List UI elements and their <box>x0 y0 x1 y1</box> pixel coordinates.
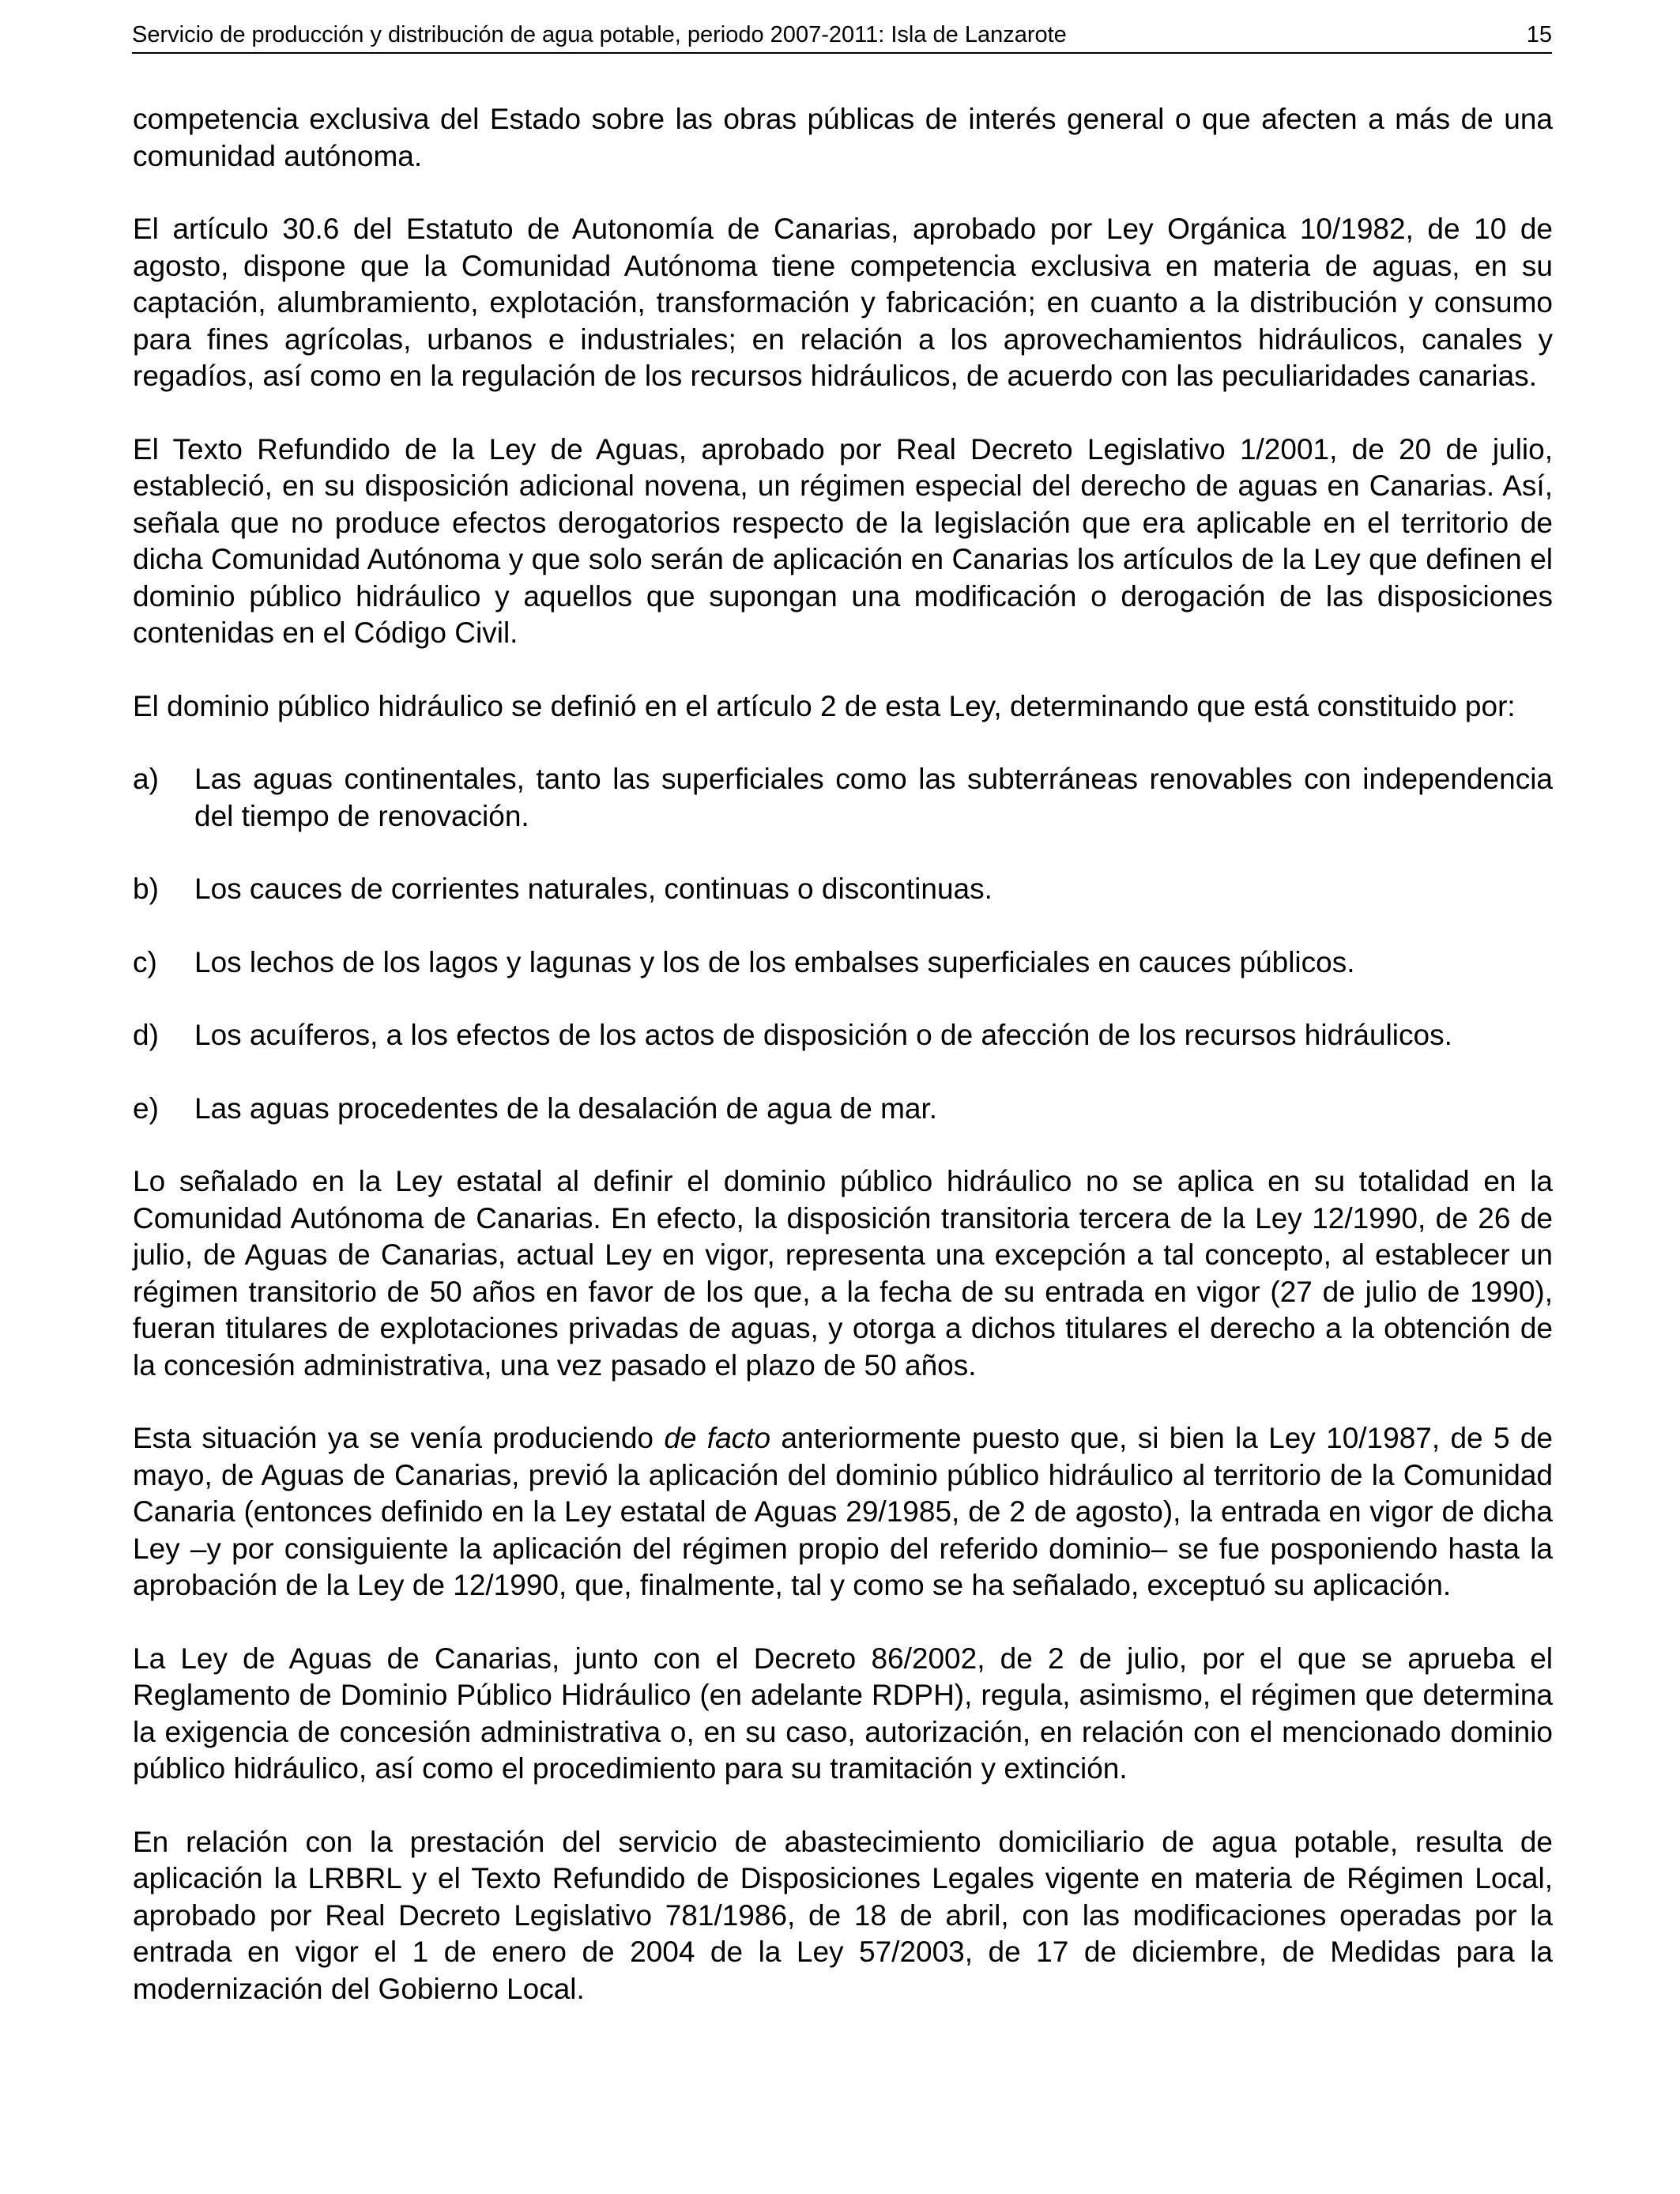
list-item-text: Los acuíferos, a los efectos de los actos de disposición o de afección de los recursos hidráulicos. <box>194 1019 1452 1051</box>
list-item <box>133 1017 1553 1054</box>
paragraph: Lo señalado en la Ley estatal al definir el dominio público hidráulico no se aplica en su totalidad en la Comunidad Autónoma de Canarias. En efecto, la disposición transitoria tercera de la Ley 12/1990, de 26 de julio, de Aguas de Canarias, actual Ley en vigor, representa una excepción a tal concepto, al establecer un régimen transitorio de 50 años en favor de los que, a la fecha de su entrada en vigor (27 de julio de 1990), fueran titulares de explotaciones privadas de aguas, y otorga a dichos titulares el derecho a la obtención de la concesión administrativa, una vez pasado el plazo de 50 años. <box>133 1165 1553 1382</box>
paragraph: La Ley de Aguas de Canarias, junto con el Decreto 86/2002, de 2 de julio, por el que se aprueba el Reglamento de Dominio Público Hidráulico (en adelante RDPH), regula, asimismo, el régimen que determina la exigencia de concesión administrativa o, en su caso, autorización, en relación con el mencionado dominio público hidráulico, así como el procedimiento para su tramitación y extinción. <box>133 1642 1553 1785</box>
list-item-text: Los cauces de corrientes naturales, continuas o discontinuas. <box>194 873 993 905</box>
header-title: Servicio de producción y distribución de agua potable, periodo 2007-2011: Isla de Lanzarote <box>132 22 1067 47</box>
paragraph-text: anteriormente puesto que, si bien la Ley 10/1987, de 5 de mayo, de Aguas de Canarias, previó la aplicación del dominio público hidráulico al territorio de la Comunidad Canaria (entonces definido en la Ley estatal de Aguas 29/1985, de 2 de agosto), la entrada en vigor de dicha Ley –y por consiguiente la aplicación del régimen propio del referido dominio– se fue posponiendo hasta la aprobación de la Ley de 12/1990, que, finalmente, tal y como se ha señalado, exceptuó su aplicación. <box>133 1422 1553 1601</box>
page-number: 15 <box>1526 22 1552 47</box>
paragraph: En relación con la prestación del servicio de abastecimiento domiciliario de agua potable, resulta de aplicación la LRBRL y el Texto Refundido de Disposiciones Legales vigente en materia de Régimen Local, aprobado por Real Decreto Legislativo 781/1986, de 18 de abril, con las modificaciones operadas por la entrada en vigor el 1 de enero de 2004 de la Ley 57/2003, de 17 de diciembre, de Medidas para la modernización del Gobierno Local. <box>133 1825 1553 2005</box>
list-item-label: b) <box>133 873 159 905</box>
page-header <box>132 17 1552 54</box>
document-body <box>133 101 1553 2044</box>
paragraph: competencia exclusiva del Estado sobre las obras públicas de interés general o que afecten a más de una comunidad autónoma. <box>133 103 1553 172</box>
list-item-label: a) <box>133 763 159 795</box>
list-item <box>133 944 1553 982</box>
paragraph <box>133 1420 1553 1604</box>
list-item <box>133 1091 1553 1128</box>
list-item-text: Los lechos de los lagos y lagunas y los de los embalses superficiales en cauces públicos. <box>194 945 1355 978</box>
list-item-label: c) <box>133 945 157 978</box>
list-item-text: Las aguas procedentes de la desalación de agua de mar. <box>194 1091 938 1125</box>
list-item-label: e) <box>133 1091 159 1125</box>
list-item <box>133 761 1553 835</box>
paragraph: El artículo 30.6 del Estatuto de Autonomía de Canarias, aprobado por Ley Orgánica 10/1982, de 10 de agosto, dispone que la Comunidad Autónoma tiene competencia exclusiva en materia de aguas, en su captación, alumbramiento, explotación, transformación y fabricación; en cuanto a la distribución y consumo para fines agrícolas, urbanos e industriales; en relación a los aprovechamientos hidráulicos, canales y regadíos, así como en la regulación de los recursos hidráulicos, de acuerdo con las peculiaridades canarias. <box>133 213 1553 392</box>
list-item <box>133 871 1553 908</box>
italic-text: de facto <box>664 1422 771 1454</box>
paragraph: El Texto Refundido de la Ley de Aguas, aprobado por Real Decreto Legislativo 1/2001, de 20 de julio, estableció, en su disposición adicional novena, un régimen especial del derecho de aguas en Canarias. Así, señala que no produce efectos derogatorios respecto de la legislación que era aplicable en el territorio de dicha Comunidad Autónoma y que solo serán de aplicación en Canarias los artículos de la Ley que definen el dominio público hidráulico y aquellos que supongan una modificación o derogación de las disposiciones contenidas en el Código Civil. <box>133 432 1553 649</box>
paragraph: El dominio público hidráulico se definió en el artículo 2 de esta Ley, determinando que está constituido por: <box>133 689 1516 722</box>
list-item-text: Las aguas continentales, tanto las superficiales como las subterráneas renovables con independencia del tiempo de renovación. <box>194 763 1553 832</box>
list-item-label: d) <box>133 1019 159 1051</box>
paragraph-text: Esta situación ya se venía produciendo <box>133 1422 665 1454</box>
